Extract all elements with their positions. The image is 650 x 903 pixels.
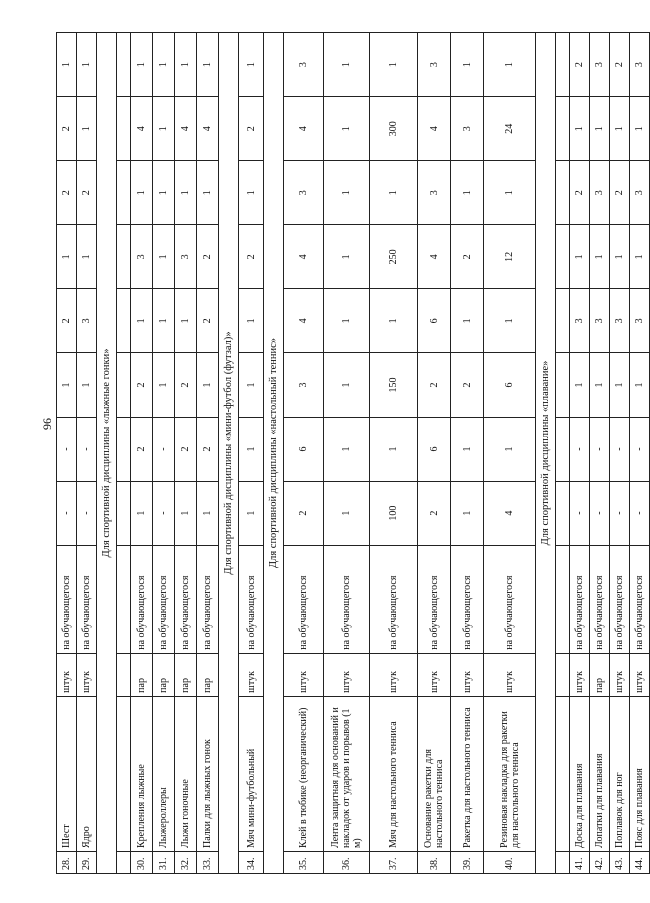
value-cell: 2 xyxy=(77,161,97,225)
value-cell: 2 xyxy=(418,481,451,545)
value-cell: 4 xyxy=(175,97,197,161)
item-name: Доска для плавания xyxy=(570,696,590,851)
value-cell: 2 xyxy=(570,33,590,97)
value-cell: 3 xyxy=(418,161,451,225)
row-number: 35. xyxy=(284,851,324,873)
item-name: Лопатки для плавания xyxy=(590,696,610,851)
unit-cell: штук xyxy=(570,653,590,696)
value-cell: 1 xyxy=(370,161,418,225)
empty-cell xyxy=(117,545,131,653)
value-cell: 1 xyxy=(153,225,175,289)
value-cell: 1 xyxy=(324,161,370,225)
table-row xyxy=(630,33,650,874)
item-name: Лыжероллеры xyxy=(153,696,175,851)
row-number: 37. xyxy=(370,851,418,873)
calculation-unit-cell: на обучающегося xyxy=(131,545,153,653)
value-cell: 1 xyxy=(324,33,370,97)
value-cell: 2 xyxy=(610,161,630,225)
empty-cell xyxy=(556,653,570,696)
item-name: Мяч мини-футбольный xyxy=(239,696,264,851)
value-cell: 2 xyxy=(610,33,630,97)
value-cell: 1 xyxy=(324,225,370,289)
equipment-table xyxy=(56,32,650,874)
table-row xyxy=(324,33,370,874)
table-row xyxy=(153,33,175,874)
value-cell: 3 xyxy=(570,289,590,353)
value-cell: 6 xyxy=(284,417,324,481)
section-title: Для спортивной дисциплины «мини-футбол (футзал)» xyxy=(219,33,239,874)
table-row xyxy=(57,33,77,874)
value-cell: 300 xyxy=(370,97,418,161)
section-title: Для спортивной дисциплины «настольный теннис» xyxy=(264,33,284,874)
rotated-table-wrapper xyxy=(56,32,645,874)
value-cell: 1 xyxy=(610,97,630,161)
value-cell: 1 xyxy=(570,225,590,289)
value-cell: - xyxy=(590,417,610,481)
value-cell: - xyxy=(57,417,77,481)
value-cell: 2 xyxy=(57,161,77,225)
value-cell: 250 xyxy=(370,225,418,289)
value-cell: 1 xyxy=(175,481,197,545)
value-cell: 1 xyxy=(370,33,418,97)
value-cell: 2 xyxy=(175,353,197,417)
table-row xyxy=(239,33,264,874)
table-row xyxy=(570,33,590,874)
value-cell: 2 xyxy=(197,417,219,481)
value-cell: 4 xyxy=(284,289,324,353)
calculation-unit-cell: на обучающегося xyxy=(239,545,264,653)
unit-cell: штук xyxy=(484,653,536,696)
empty-cell xyxy=(117,33,131,97)
empty-cell xyxy=(556,289,570,353)
row-number: 29. xyxy=(77,851,97,873)
calculation-unit-cell: на обучающегося xyxy=(370,545,418,653)
value-cell: 1 xyxy=(77,225,97,289)
value-cell: 3 xyxy=(590,33,610,97)
unit-cell: штук xyxy=(418,653,451,696)
value-cell: 1 xyxy=(197,481,219,545)
page-number: 96 xyxy=(40,418,54,430)
value-cell: 1 xyxy=(77,97,97,161)
row-number: 38. xyxy=(418,851,451,873)
value-cell: 2 xyxy=(451,353,484,417)
item-name: Лента защитная для оснований и накладок от ударов и порывов (1 м) xyxy=(324,696,370,851)
unit-cell: штук xyxy=(630,653,650,696)
value-cell: 1 xyxy=(239,481,264,545)
empty-cell xyxy=(556,161,570,225)
empty-cell xyxy=(556,696,570,851)
value-cell: 6 xyxy=(418,417,451,481)
value-cell: 150 xyxy=(370,353,418,417)
value-cell: 1 xyxy=(131,289,153,353)
value-cell: 1 xyxy=(484,33,536,97)
unit-cell: пар xyxy=(153,653,175,696)
value-cell: 100 xyxy=(370,481,418,545)
value-cell: 1 xyxy=(324,417,370,481)
empty-cell xyxy=(117,225,131,289)
row-number: 33. xyxy=(197,851,219,873)
spacer-row xyxy=(117,33,131,874)
value-cell: 1 xyxy=(153,161,175,225)
item-name: Крепления лыжные xyxy=(131,696,153,851)
empty-cell xyxy=(556,481,570,545)
value-cell: - xyxy=(77,417,97,481)
item-name: Ракетка для настольного тенниса xyxy=(451,696,484,851)
value-cell: 3 xyxy=(590,161,610,225)
empty-cell xyxy=(117,653,131,696)
unit-cell: штук xyxy=(451,653,484,696)
unit-cell: штук xyxy=(239,653,264,696)
spacer-row xyxy=(556,33,570,874)
value-cell: - xyxy=(630,417,650,481)
value-cell: 1 xyxy=(197,33,219,97)
value-cell: 1 xyxy=(451,289,484,353)
value-cell: 4 xyxy=(284,225,324,289)
value-cell: 2 xyxy=(239,225,264,289)
value-cell: 2 xyxy=(451,225,484,289)
value-cell: 1 xyxy=(570,353,590,417)
value-cell: - xyxy=(630,481,650,545)
value-cell: 1 xyxy=(197,161,219,225)
value-cell: 1 xyxy=(239,353,264,417)
value-cell: 1 xyxy=(484,289,536,353)
value-cell: 2 xyxy=(57,97,77,161)
row-number: 41. xyxy=(570,851,590,873)
row-number: 43. xyxy=(610,851,630,873)
table-row xyxy=(610,33,630,874)
value-cell: 3 xyxy=(590,289,610,353)
table-row xyxy=(484,33,536,874)
value-cell: - xyxy=(77,481,97,545)
section-row xyxy=(219,33,239,874)
row-number: 30. xyxy=(131,851,153,873)
value-cell: - xyxy=(590,481,610,545)
empty-cell xyxy=(117,97,131,161)
value-cell: 1 xyxy=(153,97,175,161)
value-cell: 2 xyxy=(57,289,77,353)
value-cell: 24 xyxy=(484,97,536,161)
calculation-unit-cell: на обучающегося xyxy=(630,545,650,653)
value-cell: 3 xyxy=(175,225,197,289)
row-number: 31. xyxy=(153,851,175,873)
value-cell: 3 xyxy=(77,289,97,353)
value-cell: 2 xyxy=(175,417,197,481)
value-cell: 1 xyxy=(131,481,153,545)
item-name: Шест xyxy=(57,696,77,851)
value-cell: 1 xyxy=(175,161,197,225)
value-cell: 1 xyxy=(239,289,264,353)
calculation-unit-cell: на обучающегося xyxy=(57,545,77,653)
value-cell: - xyxy=(153,417,175,481)
section-row xyxy=(264,33,284,874)
value-cell: 3 xyxy=(284,353,324,417)
value-cell: 1 xyxy=(484,161,536,225)
value-cell: 1 xyxy=(324,97,370,161)
empty-cell xyxy=(117,696,131,851)
value-cell: 2 xyxy=(239,97,264,161)
value-cell: 1 xyxy=(153,33,175,97)
value-cell: 3 xyxy=(610,289,630,353)
value-cell: 1 xyxy=(610,225,630,289)
table-row xyxy=(370,33,418,874)
item-name: Пояс для плавания xyxy=(630,696,650,851)
value-cell: 1 xyxy=(370,289,418,353)
section-row xyxy=(536,33,556,874)
unit-cell: штук xyxy=(77,653,97,696)
value-cell: 6 xyxy=(418,289,451,353)
value-cell: 3 xyxy=(418,33,451,97)
calculation-unit-cell: на обучающегося xyxy=(610,545,630,653)
item-name: Палки для лыжных гонок xyxy=(197,696,219,851)
empty-cell xyxy=(556,353,570,417)
value-cell: 1 xyxy=(57,225,77,289)
value-cell: 2 xyxy=(284,481,324,545)
value-cell: 4 xyxy=(131,97,153,161)
value-cell: 3 xyxy=(284,33,324,97)
value-cell: 4 xyxy=(197,97,219,161)
table-row xyxy=(590,33,610,874)
value-cell: 2 xyxy=(131,417,153,481)
value-cell: 1 xyxy=(131,33,153,97)
empty-cell xyxy=(556,225,570,289)
value-cell: 1 xyxy=(484,417,536,481)
section-title: Для спортивной дисциплины «плавание» xyxy=(536,33,556,874)
value-cell: 3 xyxy=(630,289,650,353)
table-row xyxy=(451,33,484,874)
value-cell: 2 xyxy=(570,161,590,225)
unit-cell: пар xyxy=(175,653,197,696)
value-cell: 1 xyxy=(451,33,484,97)
item-name: Поплавок для ног xyxy=(610,696,630,851)
table-row xyxy=(131,33,153,874)
value-cell: 1 xyxy=(630,353,650,417)
item-name: Резиновая накладка для ракетки для настольного тенниса xyxy=(484,696,536,851)
calculation-unit-cell: на обучающегося xyxy=(77,545,97,653)
item-name: Ядро xyxy=(77,696,97,851)
value-cell: 1 xyxy=(175,33,197,97)
value-cell: 3 xyxy=(131,225,153,289)
unit-cell: штук xyxy=(324,653,370,696)
empty-cell xyxy=(556,417,570,481)
item-name: Клей в тюбике (неорганический) xyxy=(284,696,324,851)
value-cell: 1 xyxy=(239,161,264,225)
empty-cell xyxy=(117,481,131,545)
value-cell: 2 xyxy=(197,289,219,353)
value-cell: 2 xyxy=(418,353,451,417)
table-row xyxy=(284,33,324,874)
value-cell: 1 xyxy=(610,353,630,417)
row-number: 34. xyxy=(239,851,264,873)
unit-cell: пар xyxy=(131,653,153,696)
empty-cell xyxy=(556,33,570,97)
section-row xyxy=(97,33,117,874)
value-cell: 1 xyxy=(451,417,484,481)
value-cell: - xyxy=(153,481,175,545)
value-cell: 1 xyxy=(153,353,175,417)
value-cell: 1 xyxy=(590,225,610,289)
value-cell: 2 xyxy=(131,353,153,417)
row-number: 28. xyxy=(57,851,77,873)
item-name: Лыжи гоночные xyxy=(175,696,197,851)
unit-cell: пар xyxy=(590,653,610,696)
row-number: 39. xyxy=(451,851,484,873)
value-cell: 3 xyxy=(630,161,650,225)
table-row xyxy=(175,33,197,874)
empty-cell xyxy=(556,545,570,653)
empty-cell xyxy=(556,97,570,161)
value-cell: 1 xyxy=(324,353,370,417)
empty-cell xyxy=(117,161,131,225)
calculation-unit-cell: на обучающегося xyxy=(324,545,370,653)
value-cell: - xyxy=(57,481,77,545)
table-body xyxy=(57,33,650,874)
value-cell: 1 xyxy=(77,33,97,97)
value-cell: 6 xyxy=(484,353,536,417)
unit-cell: штук xyxy=(370,653,418,696)
value-cell: 1 xyxy=(239,417,264,481)
value-cell: 1 xyxy=(451,481,484,545)
value-cell: 1 xyxy=(131,161,153,225)
value-cell: 1 xyxy=(590,353,610,417)
calculation-unit-cell: на обучающегося xyxy=(284,545,324,653)
item-name: Мяч для настольного тенниса xyxy=(370,696,418,851)
value-cell: 1 xyxy=(197,353,219,417)
calculation-unit-cell: на обучающегося xyxy=(197,545,219,653)
unit-cell: штук xyxy=(57,653,77,696)
empty-cell xyxy=(117,417,131,481)
value-cell: 3 xyxy=(284,161,324,225)
value-cell: 1 xyxy=(590,97,610,161)
row-number: 44. xyxy=(630,851,650,873)
section-title: Для спортивной дисциплины «лыжные гонки» xyxy=(97,33,117,874)
value-cell: 1 xyxy=(630,225,650,289)
value-cell: 1 xyxy=(175,289,197,353)
value-cell: 4 xyxy=(284,97,324,161)
calculation-unit-cell: на обучающегося xyxy=(418,545,451,653)
value-cell: - xyxy=(610,417,630,481)
calculation-unit-cell: на обучающегося xyxy=(570,545,590,653)
value-cell: 2 xyxy=(197,225,219,289)
value-cell: 1 xyxy=(153,289,175,353)
empty-cell xyxy=(117,851,131,873)
value-cell: - xyxy=(570,481,590,545)
calculation-unit-cell: на обучающегося xyxy=(484,545,536,653)
table-row xyxy=(418,33,451,874)
value-cell: 4 xyxy=(484,481,536,545)
value-cell: - xyxy=(570,417,590,481)
value-cell: - xyxy=(610,481,630,545)
unit-cell: пар xyxy=(197,653,219,696)
calculation-unit-cell: на обучающегося xyxy=(153,545,175,653)
value-cell: 12 xyxy=(484,225,536,289)
value-cell: 3 xyxy=(630,33,650,97)
unit-cell: штук xyxy=(284,653,324,696)
empty-cell xyxy=(117,289,131,353)
table-row xyxy=(77,33,97,874)
row-number: 42. xyxy=(590,851,610,873)
value-cell: 1 xyxy=(77,353,97,417)
value-cell: 1 xyxy=(57,33,77,97)
table-row xyxy=(197,33,219,874)
value-cell: 1 xyxy=(324,289,370,353)
value-cell: 1 xyxy=(570,97,590,161)
value-cell: 4 xyxy=(418,225,451,289)
calculation-unit-cell: на обучающегося xyxy=(175,545,197,653)
value-cell: 4 xyxy=(418,97,451,161)
row-number: 40. xyxy=(484,851,536,873)
value-cell: 3 xyxy=(451,97,484,161)
value-cell: 1 xyxy=(57,353,77,417)
empty-cell xyxy=(117,353,131,417)
value-cell: 1 xyxy=(451,161,484,225)
calculation-unit-cell: на обучающегося xyxy=(590,545,610,653)
value-cell: 1 xyxy=(370,417,418,481)
empty-cell xyxy=(556,851,570,873)
value-cell: 1 xyxy=(630,97,650,161)
value-cell: 1 xyxy=(239,33,264,97)
row-number: 32. xyxy=(175,851,197,873)
unit-cell: штук xyxy=(610,653,630,696)
row-number: 36. xyxy=(324,851,370,873)
value-cell: 1 xyxy=(324,481,370,545)
calculation-unit-cell: на обучающегося xyxy=(451,545,484,653)
item-name: Основание ракетки для настольного тенниса xyxy=(418,696,451,851)
